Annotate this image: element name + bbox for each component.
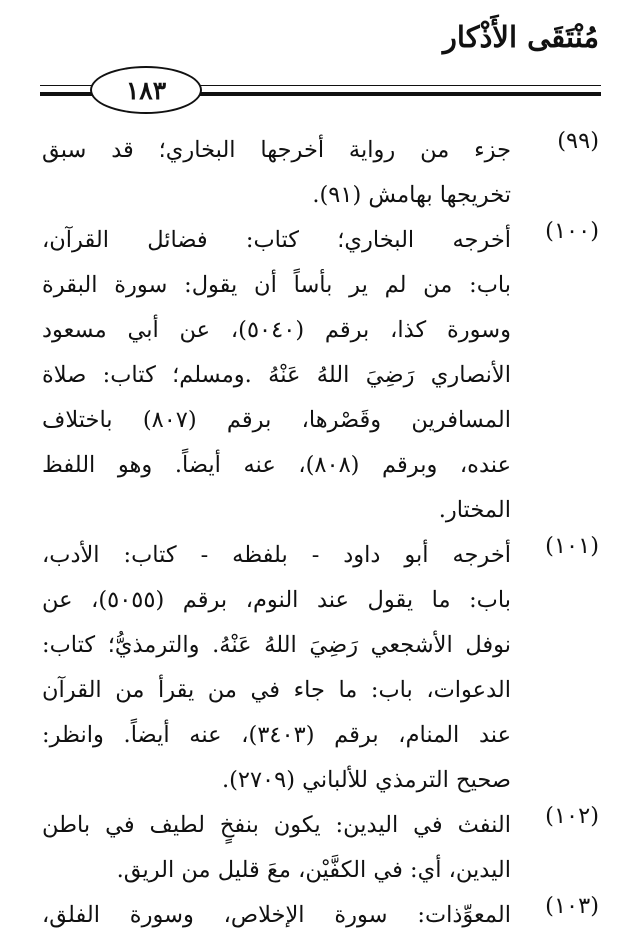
footnote-line: النفث في اليدين: يكون بنفخٍ لطيف في باطن <box>42 812 511 838</box>
footnote-line: جزء من رواية أخرجها البخاري؛ قد سبق <box>42 137 511 163</box>
footnote-line: أخرجه أبو داود - بلفظه - كتاب: الأدب، <box>42 542 511 568</box>
footnote-number: (١٠٣) <box>545 893 599 919</box>
footnote-line: المختار. <box>438 497 511 523</box>
footnote-100 <box>42 218 599 533</box>
footnote-line: المعوِّذات: سورة الإخلاص، وسورة الفلق، <box>42 902 511 928</box>
footnote-line: صحيح الترمذي للألباني (٢٧٠٩). <box>221 767 511 793</box>
footnote-102 <box>42 803 599 893</box>
footnote-number: (٩٩) <box>557 128 599 154</box>
footnote-99 <box>42 128 599 218</box>
footnote-line: اليدين، أي: في الكفَّيْن، معَ قليل من الريق. <box>116 857 511 883</box>
footnote-line: باب: من لم ير بأساً أن يقول: سورة البقرة <box>42 272 511 298</box>
footnote-103 <box>42 893 599 938</box>
footnote-line: عنده، وبرقم (٨٠٨)، عنه أيضاً. وهو اللفظ <box>42 452 511 478</box>
book-title: مُنْتَقَى الأَذْكار <box>442 20 599 54</box>
footnote-101 <box>42 533 599 803</box>
footnote-line: عند المنام، برقم (٣٤٠٣)، عنه أيضاً. وانظر: <box>42 722 511 748</box>
footnote-line: الأنصاري رَضِيَ اللهُ عَنْهُ .ومسلم؛ كتاب: صلاة <box>42 362 511 388</box>
footnote-line: باب: ما يقول عند النوم، برقم (٥٠٥٥)، عن <box>42 587 511 613</box>
footnote-line: الدعوات، باب: ما جاء في من يقرأ من القرآن <box>42 677 511 703</box>
page-number: ١٨٣ <box>125 75 167 105</box>
page-header <box>40 10 601 105</box>
footnotes-list <box>42 128 599 938</box>
footnote-line: تخريجها بهامش (٩١). <box>312 182 511 208</box>
footnote-number: (١٠١) <box>545 533 599 559</box>
footnote-number: (١٠٢) <box>545 803 599 829</box>
footnote-number: (١٠٠) <box>545 218 599 244</box>
footnote-line: وسورة كذا، برقم (٥٠٤٠)، عن أبي مسعود <box>42 317 511 343</box>
footnote-line: نوفل الأشجعي رَضِيَ اللهُ عَنْهُ. والترمذيُّ؛ كتاب: <box>42 632 511 658</box>
footnote-line: أخرجه البخاري؛ كتاب: فضائل القرآن، <box>42 227 511 253</box>
page-number-badge <box>90 66 202 114</box>
footnote-line: المسافرين وقَصْرها، برقم (٨٠٧) باختلاف <box>42 407 511 433</box>
